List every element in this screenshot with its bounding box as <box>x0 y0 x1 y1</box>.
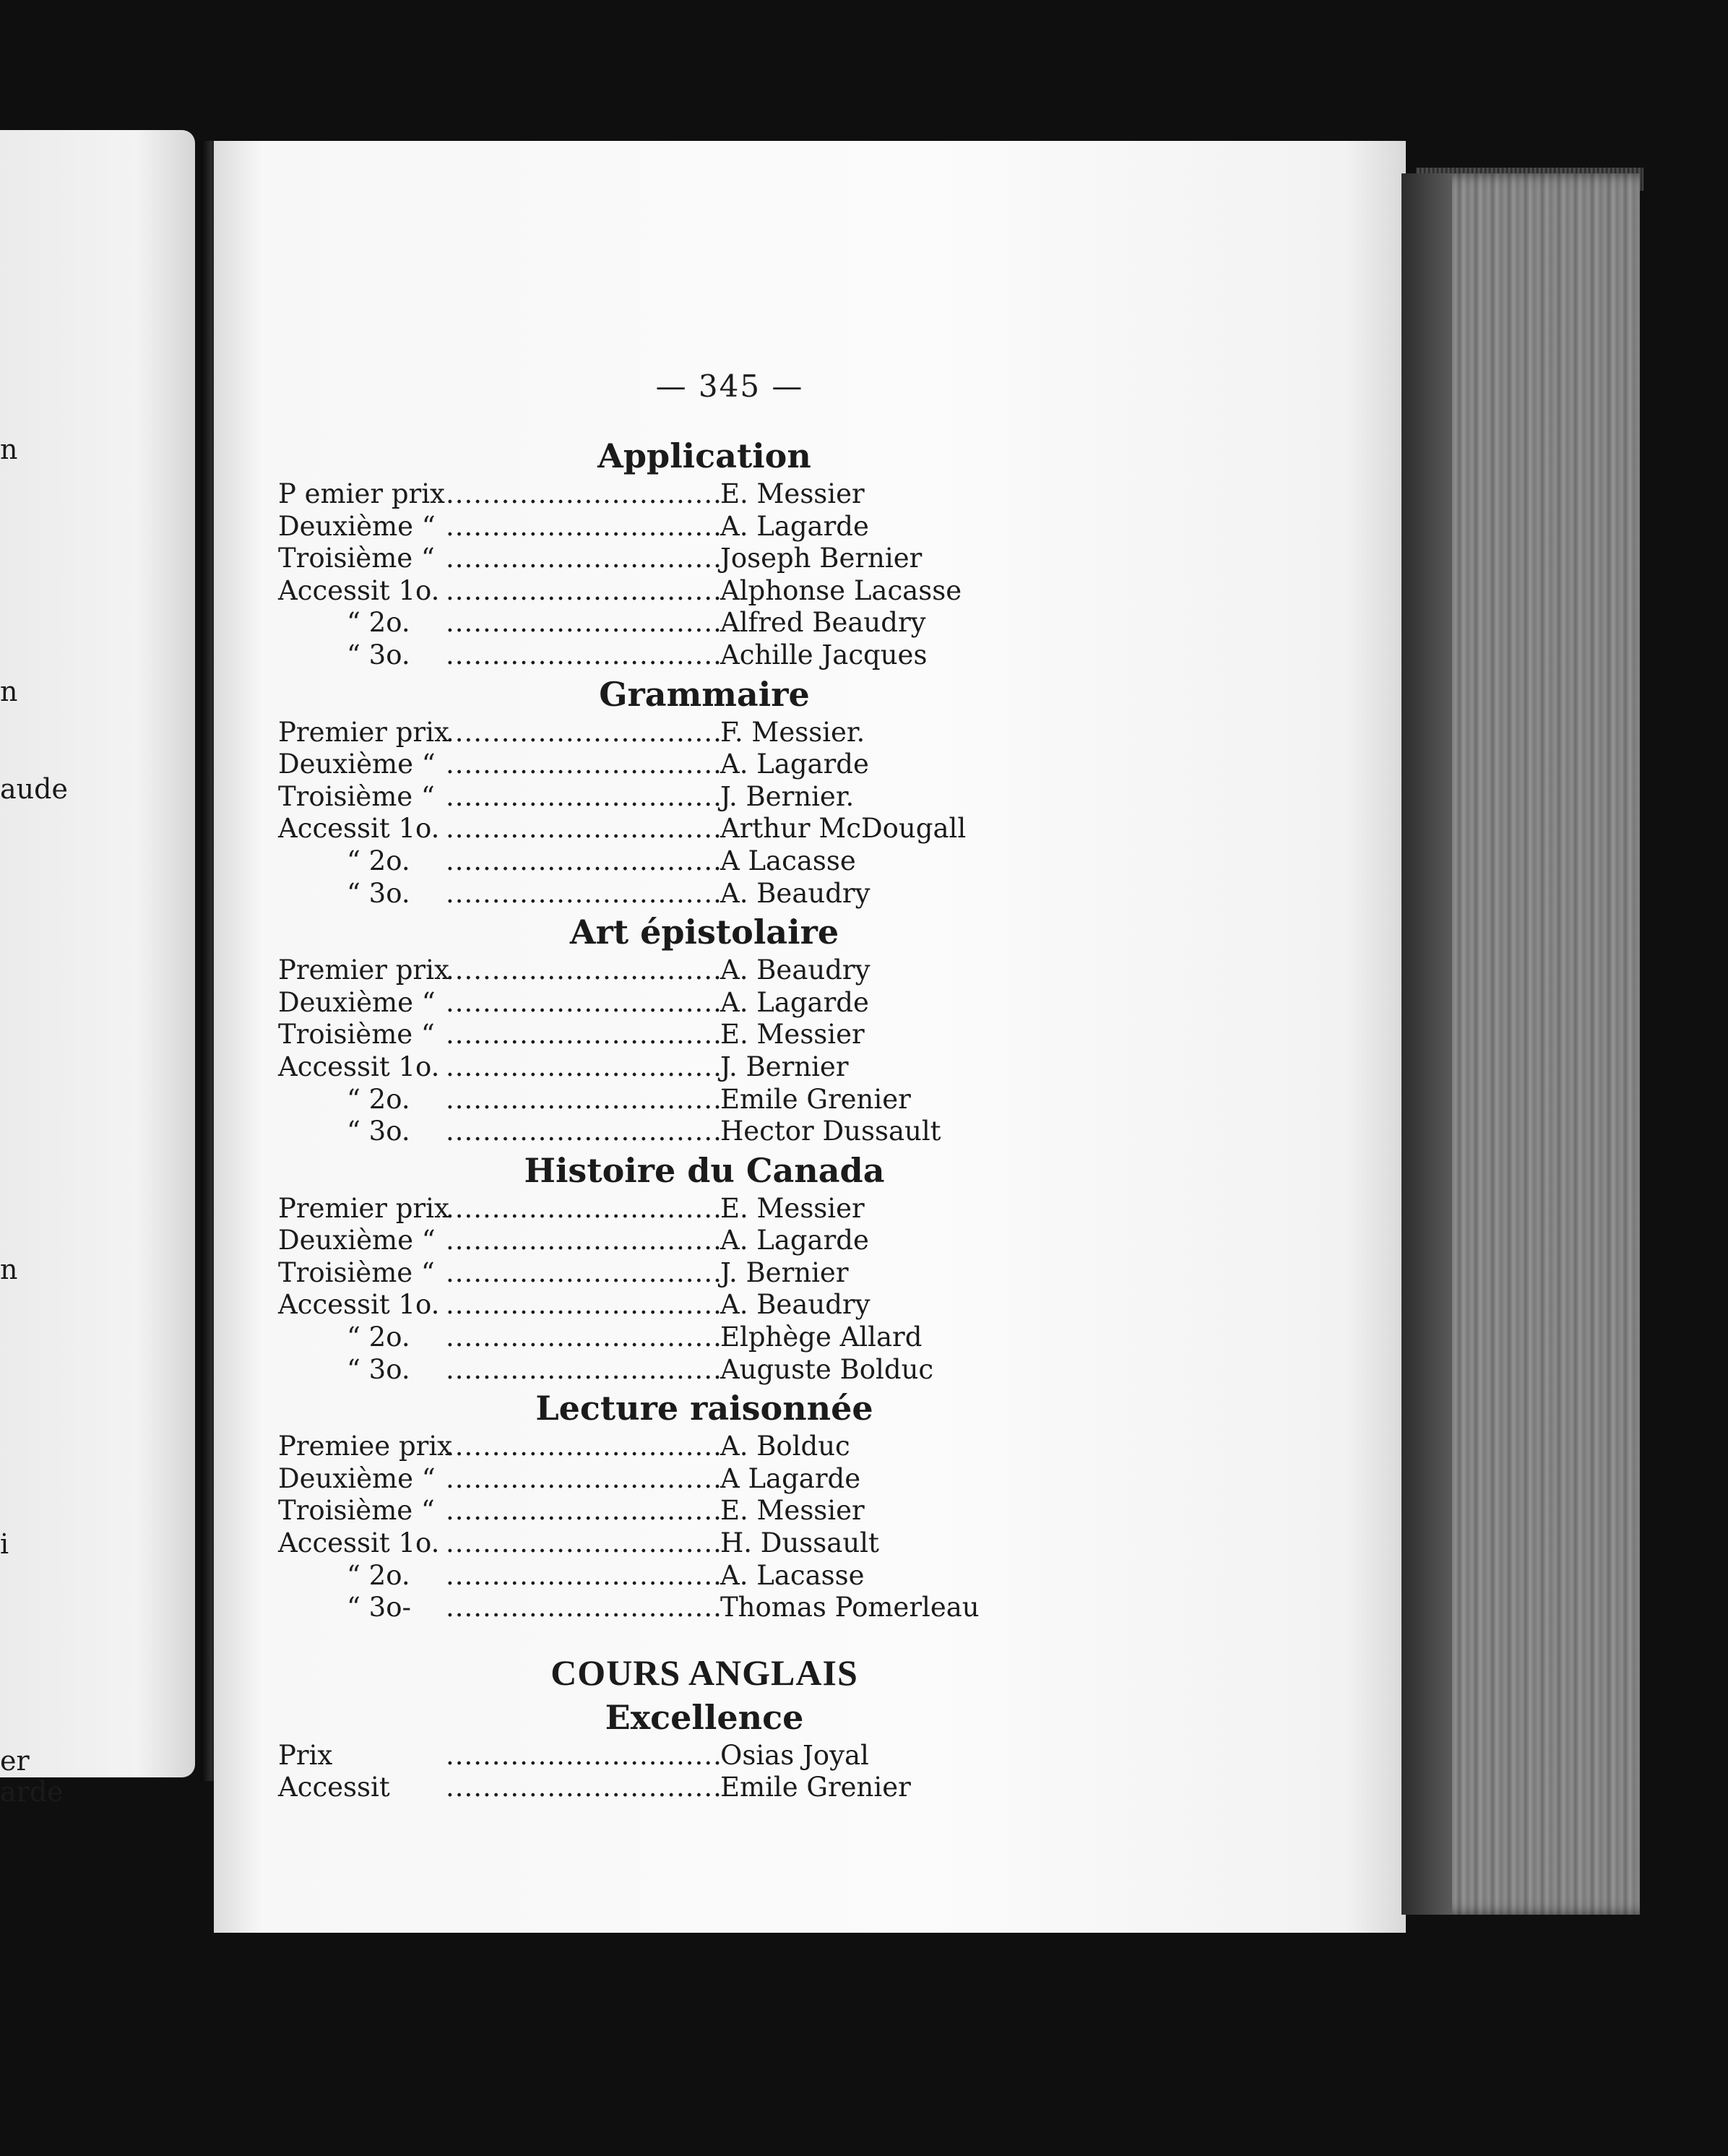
previous-page-text-fragment: i <box>0 1528 9 1560</box>
prize-section <box>278 672 1131 910</box>
prize-rank: Accessit 1o. <box>278 1289 440 1321</box>
student-name: A. Beaudry <box>720 1289 871 1321</box>
prize-row <box>278 1495 1131 1527</box>
prize-row <box>278 543 1131 575</box>
prize-row <box>278 813 1131 845</box>
prize-rank: “ 2o. <box>347 1559 410 1591</box>
prize-row <box>278 478 1131 511</box>
dot-leader <box>446 607 720 639</box>
prize-row <box>278 1527 1131 1560</box>
student-name: A. Bolduc <box>720 1431 850 1462</box>
dot-leader <box>446 717 720 749</box>
dot-leader <box>446 1289 720 1321</box>
dot-leader <box>446 781 720 814</box>
english-course-heading: COURS ANGLAIS <box>550 1652 858 1693</box>
prize-rank: “ 2o. <box>347 1083 410 1115</box>
prize-rank: “ 3o. <box>347 1353 410 1385</box>
student-name: E. Messier <box>720 1019 865 1051</box>
student-name: Achille Jacques <box>720 639 928 670</box>
student-name: J. Bernier <box>720 1256 849 1288</box>
previous-page-text-fragment: n <box>0 434 18 465</box>
dot-leader <box>446 1321 720 1354</box>
prize-row <box>278 1463 1131 1496</box>
dot-leader <box>446 1084 720 1116</box>
student-name: Osias Joyal <box>720 1739 869 1771</box>
prize-row <box>278 1592 1131 1624</box>
prize-rank: Accessit 1o. <box>278 813 440 845</box>
student-name: A. Beaudry <box>720 954 871 986</box>
prize-row <box>278 1084 1131 1116</box>
student-name: Emile Grenier <box>720 1083 911 1115</box>
student-name: J. Bernier. <box>720 780 855 812</box>
prize-row <box>278 717 1131 749</box>
dot-leader <box>446 1019 720 1051</box>
student-name: Alfred Beaudry <box>720 607 926 639</box>
prize-rank: Premiee prix <box>278 1431 453 1462</box>
prize-rank: Troisième “ <box>278 1256 435 1288</box>
student-name: E. Messier <box>720 1495 865 1527</box>
dot-leader <box>446 1354 720 1387</box>
prize-rank: “ 3o- <box>347 1592 411 1624</box>
student-name: A. Lacasse <box>720 1559 865 1591</box>
student-name: Joseph Bernier <box>720 543 923 574</box>
dot-leader <box>446 478 720 511</box>
student-name: A Lagarde <box>720 1462 861 1494</box>
dot-leader <box>446 1193 720 1225</box>
dot-leader <box>446 543 720 575</box>
student-name: Hector Dussault <box>720 1116 941 1147</box>
student-name: Auguste Bolduc <box>720 1353 934 1385</box>
previous-page-text-fragment: arde <box>0 1776 64 1808</box>
prize-rank: Premier prix <box>278 716 449 748</box>
dot-leader <box>446 954 720 987</box>
prize-row <box>278 1116 1131 1148</box>
prize-row <box>278 1225 1131 1257</box>
prize-rank: Deuxième “ <box>278 1462 436 1494</box>
student-name: Arthur McDougall <box>720 813 967 845</box>
student-name: Alphonse Lacasse <box>720 574 962 606</box>
page-number: — 345 — <box>655 368 804 404</box>
prize-row <box>278 1354 1131 1387</box>
student-name: Emile Grenier <box>720 1772 911 1803</box>
previous-page-text-fragment: n <box>0 676 18 707</box>
prize-row <box>278 639 1131 672</box>
prize-section <box>278 434 1131 672</box>
student-name: A. Lagarde <box>720 749 869 780</box>
dot-leader <box>446 1495 720 1527</box>
prize-rank: Prix <box>278 1739 333 1771</box>
student-name: J. Bernier <box>720 1051 849 1082</box>
prize-rank: Accessit 1o. <box>278 1051 440 1082</box>
dot-leader <box>446 575 720 608</box>
prize-rank: “ 2o. <box>347 1321 410 1353</box>
prize-row <box>278 511 1131 543</box>
dot-leader <box>446 987 720 1019</box>
section-title: Lecture raisonnée <box>535 1389 873 1428</box>
prize-row <box>278 1772 1131 1804</box>
prize-rank: “ 3o. <box>347 639 410 670</box>
prize-row <box>278 1019 1131 1051</box>
student-name: H. Dussault <box>720 1527 879 1559</box>
prize-rank: Troisième “ <box>278 543 435 574</box>
prize-rank: “ 3o. <box>347 877 410 909</box>
prize-section <box>278 910 1131 1148</box>
prize-rank: Troisième “ <box>278 1495 435 1527</box>
prize-row <box>278 1193 1131 1225</box>
dot-leader <box>446 878 720 910</box>
dot-leader <box>446 1051 720 1084</box>
student-name: F. Messier. <box>720 716 865 748</box>
dot-leader <box>446 1116 720 1148</box>
dot-leader <box>446 1257 720 1290</box>
dot-leader <box>446 749 720 781</box>
dot-leader <box>446 1772 720 1804</box>
previous-page-text-fragment: aude <box>0 773 68 805</box>
prize-rank: Deuxième “ <box>278 510 436 542</box>
prize-row <box>278 1289 1131 1321</box>
prize-row <box>278 878 1131 910</box>
dot-leader <box>446 1740 720 1772</box>
prize-rank: Deuxième “ <box>278 1225 436 1256</box>
section-title: Application <box>597 436 811 475</box>
prize-row <box>278 575 1131 608</box>
prize-row <box>278 781 1131 814</box>
prize-rank: Deuxième “ <box>278 749 436 780</box>
dot-leader <box>446 1560 720 1592</box>
dot-leader <box>446 1225 720 1257</box>
prize-section <box>278 1695 1131 1804</box>
prize-row <box>278 1257 1131 1290</box>
dot-leader <box>446 813 720 845</box>
section-title: Art épistolaire <box>569 913 839 952</box>
student-name: Elphège Allard <box>720 1321 923 1353</box>
student-name: A Lacasse <box>720 845 856 876</box>
prize-rank: “ 2o. <box>347 607 410 639</box>
prize-row <box>278 845 1131 878</box>
section-title: Excellence <box>605 1697 804 1737</box>
prize-rank: Premier prix <box>278 954 449 986</box>
section-title: Grammaire <box>599 674 810 714</box>
dot-leader <box>446 511 720 543</box>
prize-row <box>278 1431 1131 1463</box>
dot-leader <box>446 1431 720 1463</box>
prize-row <box>278 749 1131 781</box>
dot-leader <box>446 639 720 672</box>
prize-rank: Troisième “ <box>278 780 435 812</box>
prize-section <box>278 1386 1131 1624</box>
prize-row <box>278 607 1131 639</box>
prize-rank: Accessit <box>278 1772 390 1803</box>
student-name: A. Lagarde <box>720 1225 869 1256</box>
prize-rank: Troisième “ <box>278 1019 435 1051</box>
student-name: A. Lagarde <box>720 510 869 542</box>
prize-row <box>278 954 1131 987</box>
dot-leader <box>446 845 720 878</box>
prize-rank: Deuxième “ <box>278 986 436 1018</box>
prize-rank: Accessit 1o. <box>278 1527 440 1559</box>
section-title: Histoire du Canada <box>524 1150 885 1190</box>
prize-rank: Premier prix <box>278 1192 449 1224</box>
prize-rank: “ 2o. <box>347 845 410 876</box>
prize-section <box>278 1148 1131 1387</box>
student-name: Thomas Pomerleau <box>720 1592 980 1624</box>
prize-list <box>278 434 1131 1804</box>
prize-rank: P emier prix <box>278 478 445 509</box>
prize-row <box>278 1560 1131 1592</box>
dot-leader <box>446 1592 720 1624</box>
dot-leader <box>446 1527 720 1560</box>
student-name: A. Beaudry <box>720 877 871 909</box>
dot-leader <box>446 1463 720 1496</box>
page-block-edges <box>1401 173 1640 1915</box>
previous-page-text-fragment: er <box>0 1745 30 1777</box>
student-name: A. Lagarde <box>720 986 869 1018</box>
prize-row <box>278 987 1131 1019</box>
prize-rank: “ 3o. <box>347 1116 410 1147</box>
student-name: E. Messier <box>720 478 865 509</box>
prize-rank: Accessit 1o. <box>278 574 440 606</box>
prize-row <box>278 1321 1131 1354</box>
previous-page-text-fragment: n <box>0 1254 18 1285</box>
prize-row <box>278 1740 1131 1772</box>
student-name: E. Messier <box>720 1192 865 1224</box>
prize-row <box>278 1051 1131 1084</box>
